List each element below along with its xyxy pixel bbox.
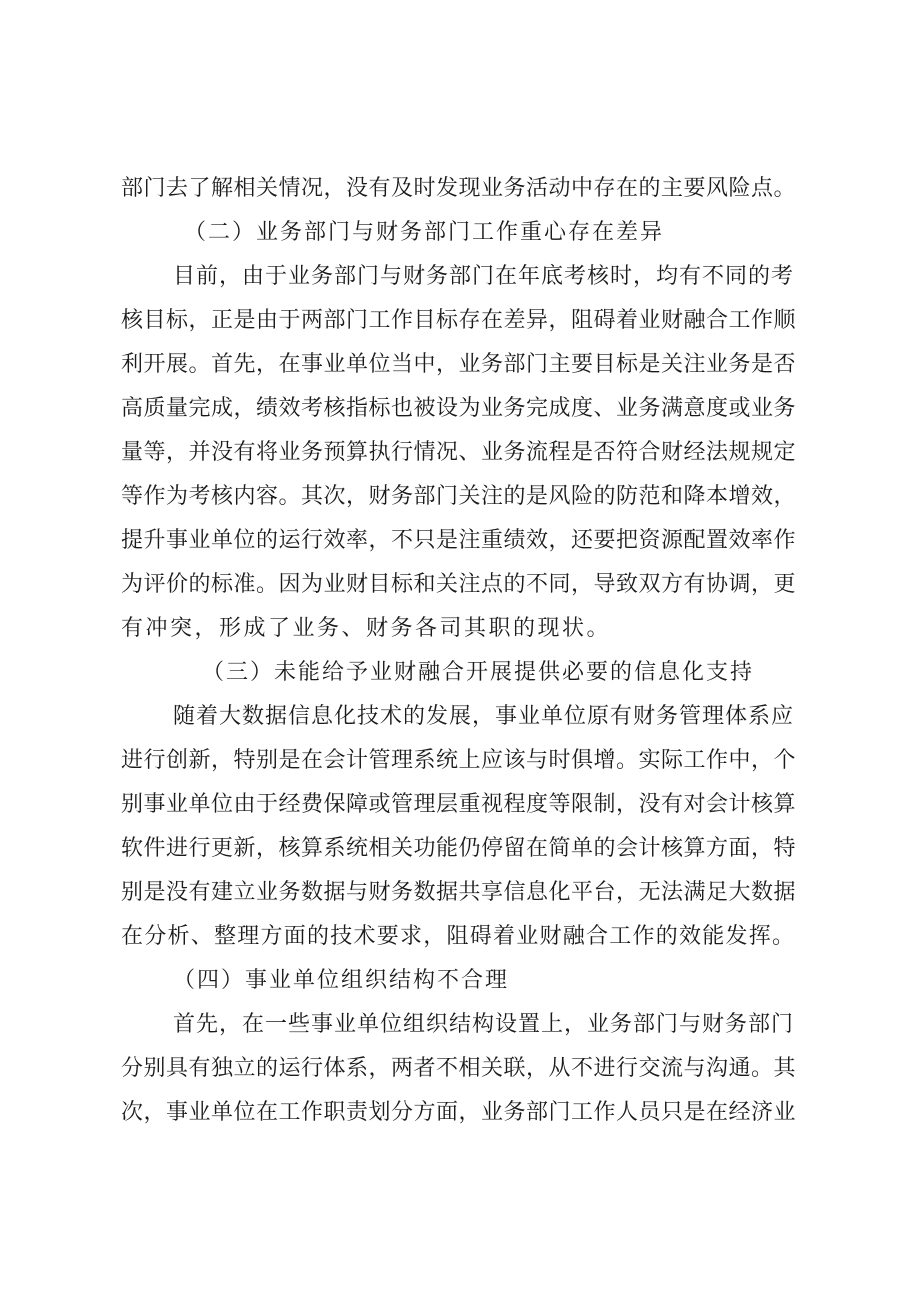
body-line: 部门去了解相关情况，没有及时发现业务活动中存在的主要风险点。	[121, 176, 797, 201]
body-line: 在分析、整理方面的技术要求，阻碍着业财融合工作的效能发挥。	[121, 924, 796, 949]
body-line: 等作为考核内容。其次，财务部门关注的是风险的防范和降本增效，	[121, 484, 797, 509]
body-line: 别是没有建立业务数据与财务数据共享信息化平台，无法满足大数据	[121, 880, 797, 905]
paragraph-first-line: 目前，由于业务部门与财务部门在年底考核时，均有不同的考	[173, 264, 795, 289]
section-heading: （二）业务部门与财务部门工作重心存在差异	[184, 220, 665, 245]
body-line: 量等，并没有将业务预算执行情况、业务流程是否符合财经法规规定	[121, 440, 797, 465]
body-line: 利开展。首先，在事业单位当中，业务部门主要目标是关注业务是否	[121, 352, 797, 377]
body-line: 高质量完成，绩效考核指标也被设为业务完成度、业务满意度或业务	[121, 396, 797, 421]
paragraph-first-line: 随着大数据信息化技术的发展，事业单位原有财务管理体系应	[173, 704, 795, 729]
body-line: 别事业单位由于经费保障或管理层重视程度等限制，没有对会计核算	[121, 792, 797, 817]
section-heading: （四）事业单位组织结构不合理	[173, 968, 510, 993]
body-line: 进行创新，特别是在会计管理系统上应该与时俱增。实际工作中，个	[121, 748, 797, 773]
body-line: 核目标，正是由于两部门工作目标存在差异，阻碍着业财融合工作顺	[121, 308, 797, 333]
paragraph-first-line: 首先，在一些事业单位组织结构设置上，业务部门与财务部门	[173, 1012, 795, 1037]
section-heading: （三）未能给予业财融合开展提供必要的信息化支持	[202, 660, 755, 685]
body-line: 有冲突，形成了业务、财务各司其职的现状。	[121, 616, 612, 641]
body-line: 软件进行更新，核算系统相关功能仍停留在简单的会计核算方面，特	[121, 836, 797, 861]
body-line: 为评价的标准。因为业财目标和关注点的不同，导致双方有协调，更	[121, 572, 797, 597]
body-line: 提升事业单位的运行效率，不只是注重绩效，还要把资源配置效率作	[121, 528, 797, 553]
body-line: 分别具有独立的运行体系，两者不相关联，从不进行交流与沟通。其	[121, 1056, 797, 1081]
body-line: 次，事业单位在工作职责划分方面，业务部门工作人员只是在经济业	[121, 1100, 797, 1125]
